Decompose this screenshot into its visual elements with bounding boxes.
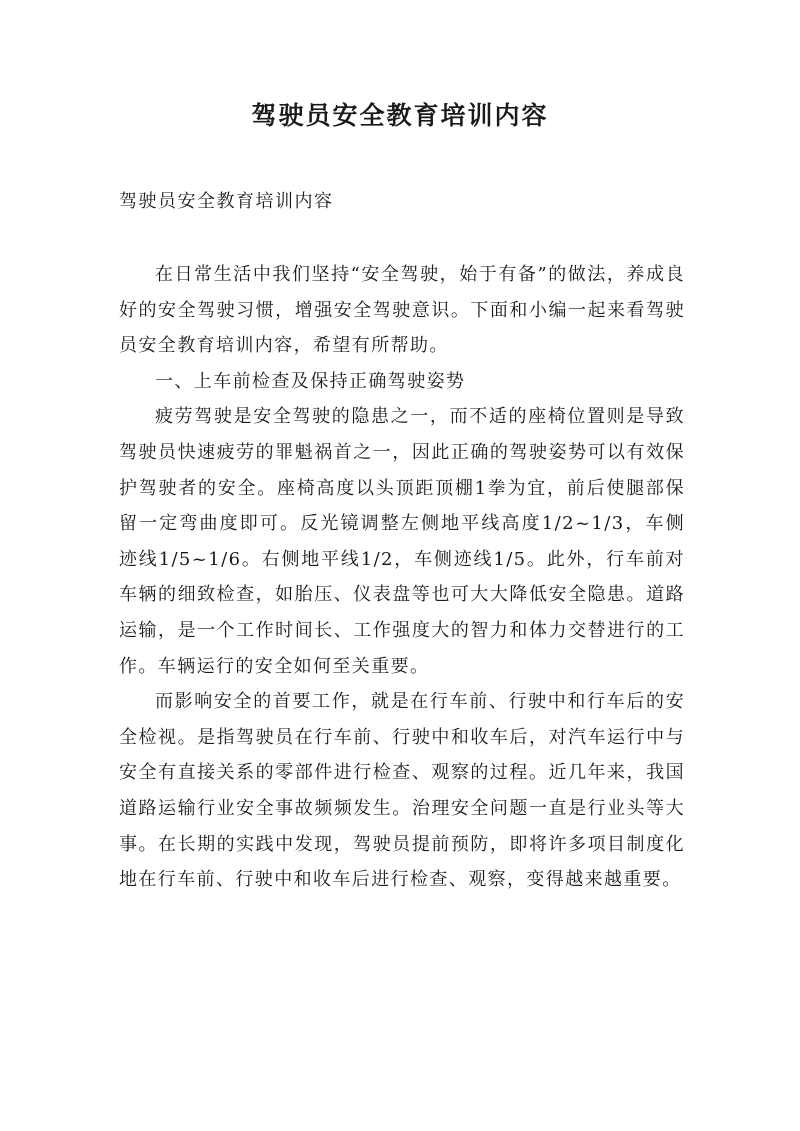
- document-title: 驾驶员安全教育培训内容: [251, 101, 549, 130]
- document-subtitle: 驾驶员安全教育培训内容: [119, 191, 334, 212]
- paragraph-intro: 在日常生活中我们坚持“安全驾驶，始于有备”的做法，养成良好的安全驾驶习惯，增强安全驾驶意识。下面和小编一起来看驾驶员安全教育培训内容，希望有所帮助。: [119, 264, 685, 357]
- section-heading: 一、上车前检查及保持正确驾驶姿势: [155, 370, 466, 392]
- paragraph-inspection: 而影响安全的首要工作，就是在行车前、行驶中和行车后的安全检视。是指驾驶员在行车前、行驶中和收车后，对汽车运行中与安全有直接关系的零部件进行检查、观察的过程。近几年来，我国道路运输行业安全事故频频发生。治理安全问题一直是行业头等大事。在长期的实践中发现，驾驶员提前预防，即将许多项目制度化地在行车前、行驶中和收车后进行检查、观察，变得越来越重要。: [119, 691, 685, 891]
- document-body: [119, 257, 685, 898]
- paragraph-fatigue: 疲劳驾驶是安全驾驶的隐患之一，而不适的座椅位置则是导致驾驶员快速疲劳的罪魁祸首之一，因此正确的驾驶姿势可以有效保护驾驶者的安全。座椅高度以头顶距顶棚1拳为宜，前后使腿部保留一定弯曲度即可。反光镜调整左侧地平线高度1/2~1/3，车侧迹线1/5~1/6。右侧地平线1/2，车侧迹线1/5。此外，行车前对车辆的细致检查，如胎压、仪表盘等也可大大降低安全隐患。道路运输，是一个工作时间长、工作强度大的智力和体力交替进行的工作。车辆运行的安全如何至关重要。: [119, 406, 685, 677]
